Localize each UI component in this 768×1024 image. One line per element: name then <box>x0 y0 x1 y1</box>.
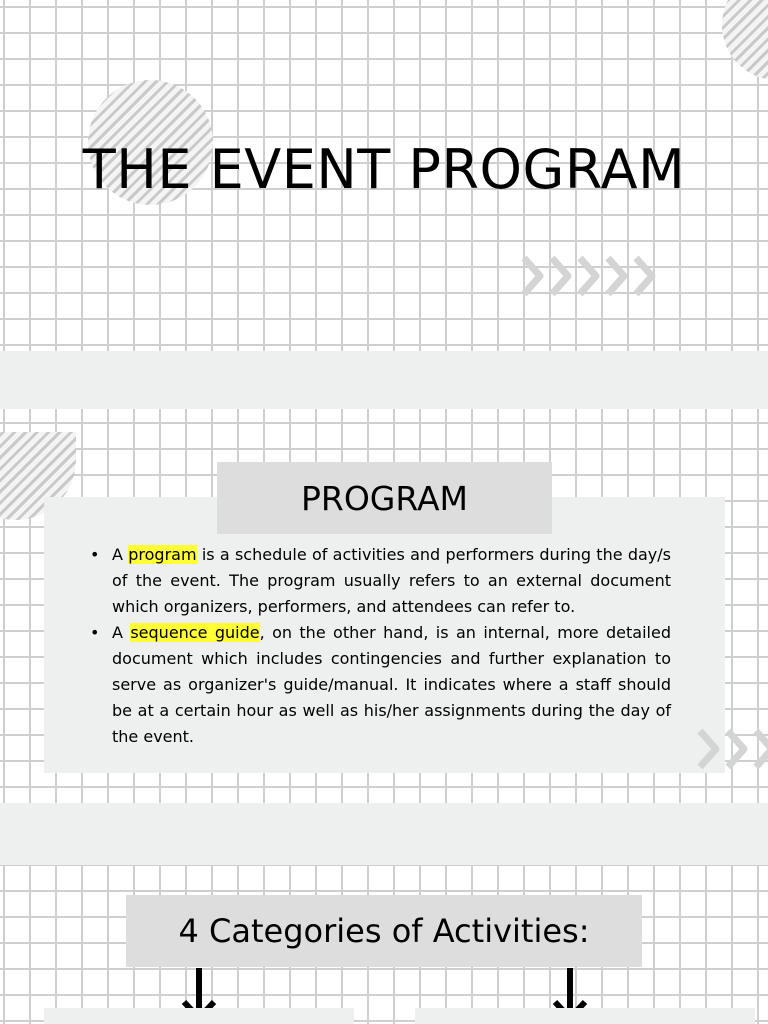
list-item <box>88 542 671 620</box>
page-title: THE EVENT PROGRAM <box>82 138 686 201</box>
striped-circle-decoration <box>722 0 768 80</box>
bullet-text: A <box>112 545 129 564</box>
bullet-dot: • <box>90 545 100 564</box>
chevron-right-icon <box>520 252 665 300</box>
list-item <box>88 620 671 750</box>
divider-band <box>0 351 768 409</box>
section-heading: PROGRAM <box>217 462 552 534</box>
divider-band <box>0 803 768 865</box>
category-box <box>44 1008 354 1024</box>
bullet-text: is a schedule of activities and performers during the day/s of the event. The program usually refers to an external document which organizers, performers, and attendees can refer to. <box>112 545 671 616</box>
chevron-decoration <box>696 726 768 772</box>
categories-heading: 4 Categories of Activities: <box>126 895 642 967</box>
highlighted-term: program <box>128 545 197 564</box>
bullet-text: , on the other hand, is an internal, more detailed document which includes contingencies and further explanation to serve as organizer's guide/manual. It indicates where a staff should be at a certain hour as well as his/her assignments during the day of the event. <box>112 623 671 746</box>
bullet-list <box>88 542 671 750</box>
category-box <box>415 1008 755 1024</box>
bullet-text: A <box>112 623 131 642</box>
chevron-right-icon <box>696 726 768 772</box>
bullet-dot: • <box>90 623 100 642</box>
chevron-decoration <box>520 252 665 300</box>
highlighted-term: sequence guide <box>130 623 260 642</box>
